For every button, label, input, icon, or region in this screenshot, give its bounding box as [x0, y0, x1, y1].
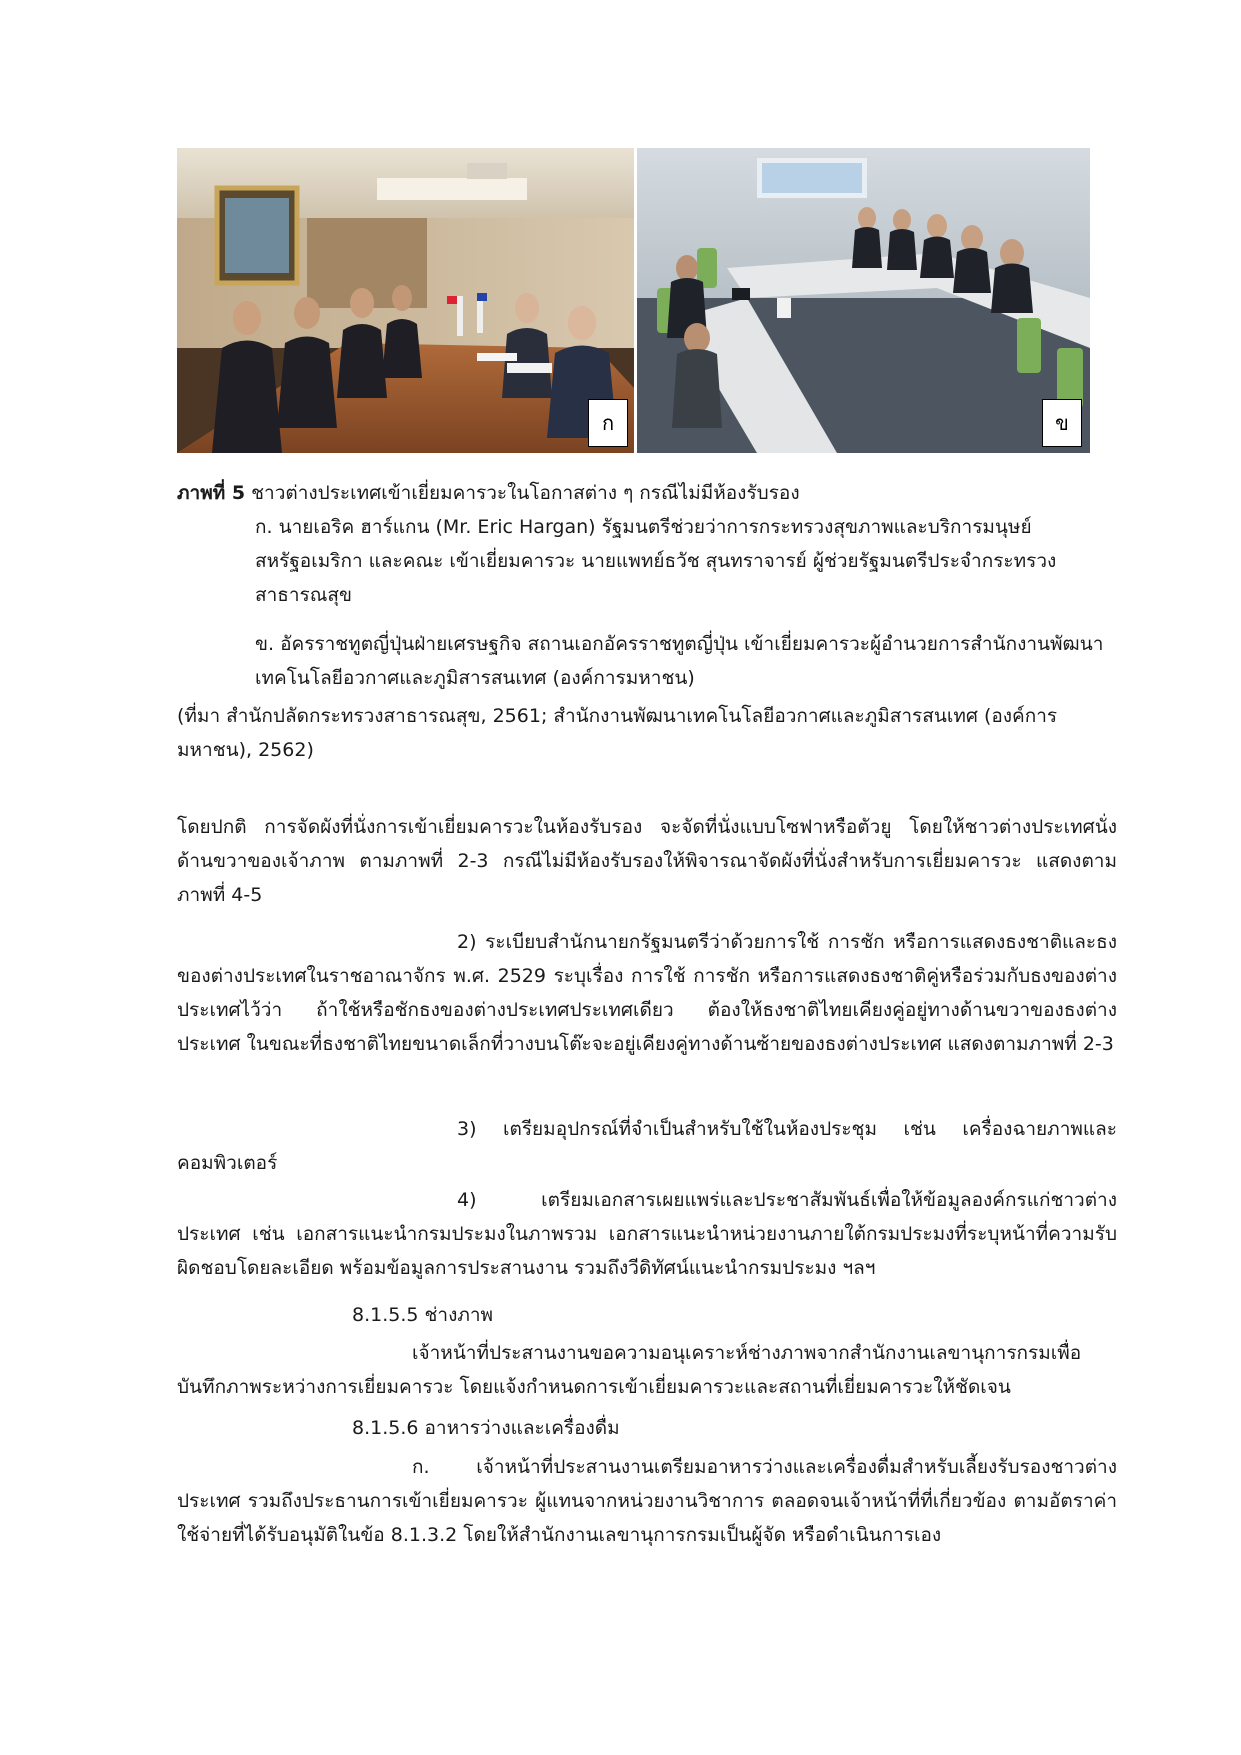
conference-room-photo	[637, 148, 1090, 453]
figure-caption	[177, 476, 1117, 510]
paragraph-photographer	[177, 1336, 1117, 1404]
figure-photos	[177, 148, 1090, 453]
paragraph-seating: โดยปกติ การจัดผังที่นั่งการเข้าเยี่ยมคารวะในห้องรับรอง จะจัดที่นั่งแบบโซฟาหรือตัวยู โดยให้ชาวต่างประเทศนั่งด้านขวาของเจ้าภาพ ตามภาพที่ 2-3 กรณีไม่มีห้องรับรองให้พิจารณาจัดผังที่นั่งสำหรับการเยี่ยมคารวะ แสดงตามภาพที่ 4-5	[177, 816, 1117, 906]
figure-source: (ที่มา สำนักปลัดกระทรวงสาธารณสุข, 2561; สำนักงานพัฒนาเทคโนโลยีอวกาศและภูมิสารสนเทศ (องค์การมหาชน), 2562)	[177, 705, 1058, 761]
caption-item-b: ข. อัครราชทูตญี่ปุ่นฝ่ายเศรษฐกิจ สถานเอกอัครราชทูตญี่ปุ่น เข้าเยี่ยมคารวะผู้อำนวยการสำนักงานพัฒนาเทคโนโลยีอวกาศและภูมิสารสนเทศ (องค์การมหาชน)	[255, 633, 1104, 689]
figure-label: ภาพที่ 5	[177, 482, 246, 504]
meeting-table-photo	[177, 148, 634, 453]
photo-meeting-table	[177, 148, 634, 453]
heading-photographer: 8.1.5.5 ช่างภาพ	[352, 1304, 494, 1326]
paragraph-refreshments	[177, 1450, 1117, 1552]
paragraph-equipment-text: 3) เตรียมอุปกรณ์ที่จำเป็นสำหรับใช้ในห้องประชุม เช่น เครื่องฉายภาพและคอมพิวเตอร์	[177, 1118, 1117, 1174]
figure-title: ชาวต่างประเทศเข้าเยี่ยมคารวะในโอกาสต่าง ๆ กรณีไม่มีห้องรับรอง	[251, 482, 800, 504]
paragraph-refreshments-text: ก. เจ้าหน้าที่ประสานงานเตรียมอาหารว่างและเครื่องดื่มสำหรับเลี้ยงรับรองชาวต่างประเทศ รวมถึงประธานการเข้าเยี่ยมคารวะ ผู้แทนจากหน่วยงานวิชาการ ตลอดจนเจ้าหน้าที่ที่เกี่ยวข้อง ตามอัตราค่าใช้จ่ายที่ได้รับอนุมัติในข้อ 8.1.3.2 โดยให้สำนักงานเลขานุการกรมเป็นผู้จัด หรือดำเนินการเอง	[177, 1456, 1117, 1546]
photo-label-a: ก	[588, 399, 628, 447]
photo-label-b: ข	[1042, 399, 1082, 447]
heading-refreshments: 8.1.5.6 อาหารว่างและเครื่องดื่ม	[352, 1417, 620, 1439]
caption-item-a: ก. นายเอริค ฮาร์แกน (Mr. Eric Hargan) รัฐมนตรีช่วยว่าการกระทรวงสุขภาพและบริการมนุษย์ สหรัฐอเมริกา และคณะ เข้าเยี่ยมคารวะ นายแพทย์ธวัช สุนทราจารย์ ผู้ช่วยรัฐมนตรีประจำกระทรวงสาธารณสุข	[255, 516, 1057, 606]
paragraph-flag-regulation-text: 2) ระเบียบสำนักนายกรัฐมนตรีว่าด้วยการใช้ การชัก หรือการแสดงธงชาติและธงของต่างประเทศในราชอาณาจักร พ.ศ. 2529 ระบุเรื่อง การใช้ การชัก หรือการแสดงธงชาติคู่หรือร่วมกับธงของต่างประเทศไว้ว่า ถ้าใช้หรือชักธงของต่างประเทศประเทศเดียว ต้องให้ธงชาติไทยเคียงคู่อยู่ทางด้านขวาของธงต่างประเทศ ในขณะที่ธงชาติไทยขนาดเล็กที่วางบนโต๊ะจะอยู่เคียงคู่ทางด้านซ้ายของธงต่างประเทศ แสดงตามภาพที่ 2-3	[177, 931, 1117, 1055]
paragraph-flag-regulation	[177, 925, 1117, 1061]
paragraph-documents-text: 4) เตรียมเอกสารเผยแพร่และประชาสัมพันธ์เพื่อให้ข้อมูลองค์กรแก่ชาวต่างประเทศ เช่น เอกสารแนะนำกรมประมงในภาพรวม เอกสารแนะนำหน่วยงานภายใต้กรมประมงที่ระบุหน้าที่ความรับผิดชอบโดยละเอียด พร้อมข้อมูลการประสานงาน รวมถึงวีดิทัศน์แนะนำกรมประมง ฯลฯ	[177, 1189, 1117, 1279]
paragraph-photographer-text: เจ้าหน้าที่ประสานงานขอความอนุเคราะห์ช่างภาพจากสำนักงานเลขานุการกรมเพื่อบันทึกภาพระหว่างการเยี่ยมคารวะ โดยแจ้งกำหนดการเข้าเยี่ยมคารวะและสถานที่เยี่ยมคารวะให้ชัดเจน	[177, 1342, 1082, 1398]
photo-conference-room	[637, 148, 1090, 453]
paragraph-equipment	[177, 1112, 1117, 1180]
paragraph-documents	[177, 1183, 1117, 1285]
